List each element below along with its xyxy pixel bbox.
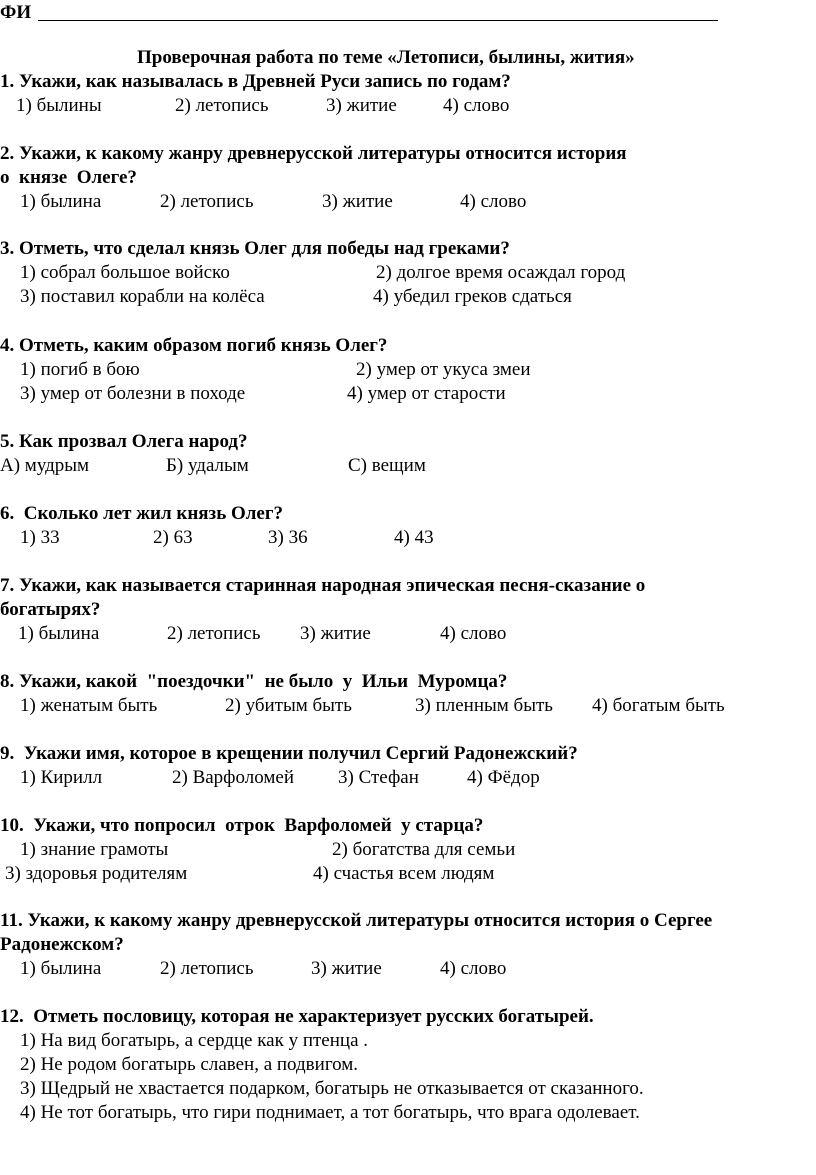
question-12-option: 2) Не родом богатырь славен, а подвигом.	[20, 1054, 359, 1075]
question-8-option: 3) пленным быть	[415, 695, 553, 716]
question-6-option: 3) 36	[268, 527, 308, 548]
question-9-option: 1) Кирилл	[20, 767, 103, 788]
question-8-option: 1) женатым быть	[20, 695, 158, 716]
question-10-text: 10. Укажи, что попросил отрок Варфоломей у старца?	[0, 815, 484, 836]
question-11-option: 1) былина	[20, 958, 102, 979]
question-7-option: 3) житие	[300, 623, 371, 644]
question-3-text: 3. Отметь, что сделал князь Олег для победы над греками?	[0, 238, 510, 259]
question-9-option: 4) Фёдор	[467, 767, 540, 788]
question-5-text: 5. Как прозвал Олега народ?	[0, 431, 248, 452]
question-6-text: 6. Сколько лет жил князь Олег?	[0, 503, 283, 524]
question-12-option: 1) На вид богатырь, а сердце как у птенца .	[20, 1030, 369, 1051]
fi-label: ФИ	[0, 2, 32, 23]
question-3-option: 1) собрал большое войско	[20, 262, 230, 283]
question-3-option: 2) долгое время осаждал город	[376, 262, 626, 283]
question-11-option: 4) слово	[440, 958, 507, 979]
question-11-option: 3) житие	[311, 958, 382, 979]
question-9-option: 3) Стефан	[338, 767, 419, 788]
name-underline	[38, 20, 718, 21]
question-3-option: 4) убедил греков сдаться	[373, 286, 572, 307]
question-6-option: 1) 33	[20, 527, 60, 548]
question-8-option: 4) богатым быть	[592, 695, 725, 716]
question-10-option: 3) здоровья родителям	[5, 863, 188, 884]
question-3-option: 3) поставил корабли на колёса	[20, 286, 265, 307]
question-1-option: 3) житие	[326, 95, 397, 116]
question-7-text-line-2: богатырях?	[0, 599, 101, 620]
question-2-option: 1) былина	[20, 191, 102, 212]
question-11-text-line-2: Радонежском?	[0, 934, 124, 955]
question-1-option: 4) слово	[443, 95, 510, 116]
question-1-text: 1. Укажи, как называлась в Древней Руси запись по годам?	[0, 71, 511, 92]
question-8-text: 8. Укажи, какой "поездочки" не было у Ильи Муромца?	[0, 671, 508, 692]
question-10-option: 2) богатства для семьи	[332, 839, 516, 860]
question-7-option: 1) былина	[18, 623, 100, 644]
question-10-option: 1) знание грамоты	[20, 839, 169, 860]
question-5-option: А) мудрым	[0, 455, 90, 476]
question-2-text-line-2: о князе Олеге?	[0, 167, 137, 188]
question-4-option: 2) умер от укуса змеи	[356, 359, 531, 380]
question-8-option: 2) убитым быть	[225, 695, 352, 716]
question-2-option: 3) житие	[322, 191, 393, 212]
question-6-option: 2) 63	[153, 527, 193, 548]
question-12-text: 12. Отметь пословицу, которая не характеризует русских богатырей.	[0, 1006, 594, 1027]
question-7-text-line-1: 7. Укажи, как называется старинная народная эпическая песня-сказание о	[0, 575, 646, 596]
question-9-text: 9. Укажи имя, которое в крещении получил Сергий Радонежский?	[0, 743, 578, 764]
question-4-option: 1) погиб в бою	[20, 359, 140, 380]
question-11-text-line-1: 11. Укажи, к какому жанру древнерусской литературы относится история о Сергее	[0, 910, 713, 931]
question-7-option: 2) летопись	[167, 623, 261, 644]
question-6-option: 4) 43	[394, 527, 434, 548]
question-2-text-line-1: 2. Укажи, к какому жанру древнерусской литературы относится история	[0, 143, 627, 164]
question-7-option: 4) слово	[440, 623, 507, 644]
question-2-option: 4) слово	[460, 191, 527, 212]
question-10-option: 4) счастья всем людям	[313, 863, 495, 884]
question-5-option: С) вещим	[348, 455, 426, 476]
question-4-option: 4) умер от старости	[347, 383, 506, 404]
question-4-option: 3) умер от болезни в походе	[20, 383, 246, 404]
question-4-text: 4. Отметь, каким образом погиб князь Олег?	[0, 335, 388, 356]
question-11-option: 2) летопись	[160, 958, 254, 979]
question-2-option: 2) летопись	[160, 191, 254, 212]
question-1-option: 2) летопись	[175, 95, 269, 116]
question-5-option: Б) удалым	[166, 455, 249, 476]
question-1-option: 1) былины	[16, 95, 102, 116]
question-12-option: 4) Не тот богатырь, что гири поднимает, а тот богатырь, что врага одолевает.	[20, 1102, 640, 1123]
page-title: Проверочная работа по теме «Летописи, былины, жития»	[137, 47, 635, 68]
question-12-option: 3) Щедрый не хвастается подарком, богатырь не отказывается от сказанного.	[20, 1078, 644, 1099]
question-9-option: 2) Варфоломей	[172, 767, 294, 788]
